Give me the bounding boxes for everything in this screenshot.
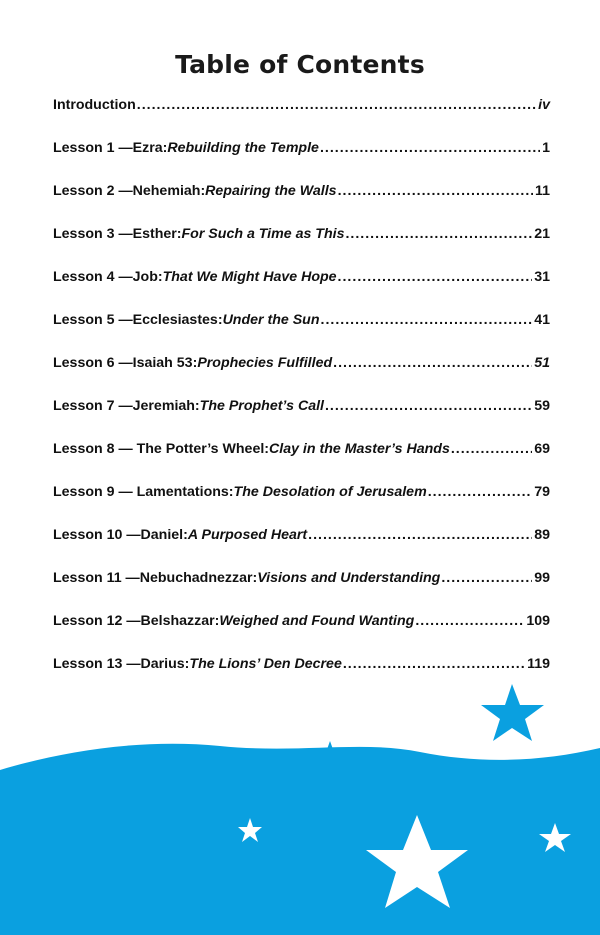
dot-leader <box>325 396 532 416</box>
toc-entry-page: 59 <box>534 398 550 414</box>
dot-leader <box>320 138 540 158</box>
toc-entry-label: Lesson 8 — The Potter’s Wheel: <box>53 441 270 457</box>
toc-entry[interactable] <box>53 525 550 568</box>
toc-entry[interactable] <box>53 439 550 482</box>
toc-entry-subtitle: The Lions’ Den Decree <box>189 656 342 672</box>
toc-entry-subtitle: Under the Sun <box>222 312 320 328</box>
toc-entry-page: 41 <box>534 312 550 328</box>
toc-entry-subtitle: A Purposed Heart <box>187 527 308 543</box>
toc-entry-subtitle: Repairing the Walls <box>205 183 337 199</box>
dot-leader <box>308 525 532 545</box>
toc-entry-subtitle: Weighed and Found Wanting <box>219 613 415 629</box>
dot-leader <box>338 267 533 287</box>
toc-entry[interactable] <box>53 396 550 439</box>
dot-leader <box>338 181 533 201</box>
toc-entry-label: Lesson 13 —Darius: <box>53 656 190 672</box>
toc-entry-subtitle: Visions and Understanding <box>257 570 441 586</box>
toc-entry-subtitle: Rebuilding the Temple <box>167 140 319 156</box>
toc-entry-subtitle: Clay in the Master’s Hands <box>269 441 450 457</box>
toc-entry-label: Lesson 2 —Nehemiah: <box>53 183 206 199</box>
toc-entry-page: 31 <box>534 269 550 285</box>
toc-entry[interactable] <box>53 482 550 525</box>
dot-leader <box>415 611 524 631</box>
toc-entry-page: 21 <box>534 226 550 242</box>
toc-entry-label: Lesson 5 —Ecclesiastes: <box>53 312 223 328</box>
toc-entry-label: Lesson 6 —Isaiah 53: <box>53 355 198 371</box>
toc-entry[interactable] <box>53 267 550 310</box>
toc-entry-label: Lesson 12 —Belshazzar: <box>53 613 220 629</box>
star-icon <box>539 823 571 852</box>
toc-entry[interactable] <box>53 95 550 138</box>
dot-leader <box>345 224 532 244</box>
toc-entry-page: 119 <box>527 656 550 672</box>
page-title: Table of Contents <box>175 50 425 79</box>
toc-entry-page: 11 <box>535 183 550 199</box>
toc-entry-page: 89 <box>534 527 550 543</box>
toc-entry[interactable] <box>53 568 550 611</box>
toc-entry[interactable] <box>53 224 550 267</box>
dot-leader <box>333 353 532 373</box>
toc-entry-subtitle: The Prophet’s Call <box>199 398 324 414</box>
toc-entry-subtitle: For Such a Time as This <box>181 226 345 242</box>
table-of-contents <box>53 95 550 697</box>
toc-entry-label: Lesson 9 — Lamentations: <box>53 484 234 500</box>
toc-entry[interactable] <box>53 654 550 697</box>
toc-entry[interactable] <box>53 138 550 181</box>
star-icon <box>310 741 350 779</box>
toc-entry-subtitle: The Desolation of Jerusalem <box>233 484 427 500</box>
wave-shape <box>0 744 600 935</box>
dot-leader <box>343 654 525 674</box>
toc-entry-label: Lesson 10 —Daniel: <box>53 527 188 543</box>
toc-entry-label: Introduction <box>53 97 136 113</box>
toc-entry-label: Lesson 7 —Jeremiah: <box>53 398 200 414</box>
dot-leader <box>321 310 533 330</box>
toc-entry-subtitle: That We Might Have Hope <box>162 269 337 285</box>
toc-entry-page: iv <box>538 97 550 113</box>
dot-leader <box>428 482 533 502</box>
toc-entry[interactable] <box>53 181 550 224</box>
toc-entry-page: 109 <box>526 613 550 629</box>
toc-entry-label: Lesson 3 —Esther: <box>53 226 182 242</box>
toc-entry-page: 1 <box>542 140 550 156</box>
dot-leader <box>441 568 532 588</box>
star-icon <box>238 818 262 842</box>
toc-entry-page: 69 <box>534 441 550 457</box>
toc-entry-page: 99 <box>534 570 550 586</box>
toc-entry-page: 51 <box>534 355 550 371</box>
toc-entry-label: Lesson 1 —Ezra: <box>53 140 168 156</box>
dot-leader <box>137 95 536 115</box>
toc-entry-label: Lesson 4 —Job: <box>53 269 163 285</box>
dot-leader <box>451 439 532 459</box>
toc-entry-label: Lesson 11 —Nebuchadnezzar: <box>53 570 258 586</box>
toc-entry[interactable] <box>53 353 550 396</box>
toc-entry-subtitle: Prophecies Fulfilled <box>197 355 333 371</box>
star-icon <box>366 815 468 908</box>
toc-entry-page: 79 <box>534 484 550 500</box>
toc-entry[interactable] <box>53 310 550 353</box>
toc-entry[interactable] <box>53 611 550 654</box>
